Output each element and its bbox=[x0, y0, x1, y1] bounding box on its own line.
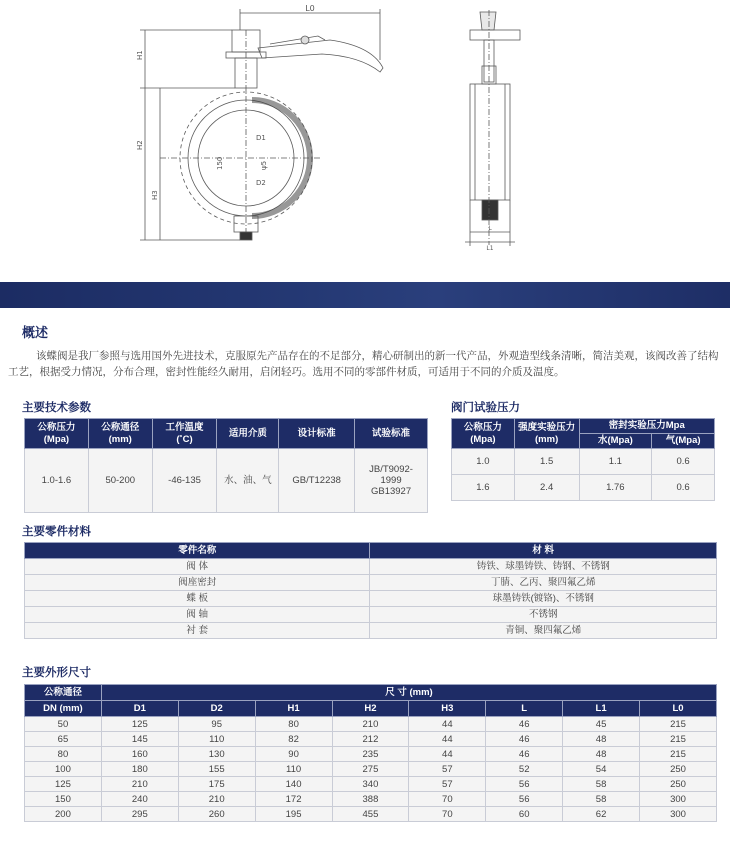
dims-cell-value: 54 bbox=[563, 762, 640, 777]
valve-cell-gas: 0.6 bbox=[652, 449, 715, 475]
parts-cell-name: 衬 套 bbox=[25, 623, 370, 639]
tech-header-test-std: 试验标准 bbox=[355, 419, 428, 449]
overview-paragraph: 该蝶阀是我厂参照与选用国外先进技术，克服原先产品存在的不足部分，精心研制出的新一代产品，外观造型线条清晰，简洁美观，该阀改善了结构工艺，根据受力情况，分布合理，密封性能经久耐用，启闭轻巧。选用不同的零部件材质，可适用于不同的介质及温度。 bbox=[8, 350, 719, 378]
dim-label-phi: ψ5 bbox=[260, 160, 268, 170]
overview-text bbox=[8, 348, 724, 380]
dims-cell-value: 260 bbox=[178, 807, 255, 822]
dims-cell-value: 44 bbox=[409, 732, 486, 747]
dims-cell-dn: 50 bbox=[25, 717, 102, 732]
dim-label-h2: H2 bbox=[136, 140, 144, 150]
dims-cell-value: 57 bbox=[409, 777, 486, 792]
tech-header-medium: 适用介质 bbox=[217, 419, 279, 449]
dims-cell-dn: 100 bbox=[25, 762, 102, 777]
tech-header-design-std: 设计标准 bbox=[279, 419, 355, 449]
table-row bbox=[452, 475, 715, 501]
dims-cell-value: 58 bbox=[563, 792, 640, 807]
dims-header-d1: D1 bbox=[101, 701, 178, 717]
dim-label-d2: D2 bbox=[256, 179, 266, 187]
dim-label-l0: L0 bbox=[305, 4, 315, 13]
tech-cell-diameter: 50-200 bbox=[88, 449, 152, 513]
parts-cell-name: 阀 轴 bbox=[25, 607, 370, 623]
dims-cell-value: 160 bbox=[101, 747, 178, 762]
valve-header-pressure: 公称压力 (Mpa) bbox=[452, 419, 515, 449]
dims-cell-dn: 65 bbox=[25, 732, 102, 747]
dims-cell-value: 210 bbox=[332, 717, 409, 732]
dims-header-h1: H1 bbox=[255, 701, 332, 717]
dims-cell-value: 46 bbox=[486, 732, 563, 747]
dims-cell-value: 62 bbox=[563, 807, 640, 822]
dims-cell-value: 145 bbox=[101, 732, 178, 747]
dims-cell-value: 215 bbox=[640, 732, 717, 747]
dims-cell-value: 46 bbox=[486, 717, 563, 732]
tech-cell-test-std: JB/T9092- 1999 GB13927 bbox=[355, 449, 428, 513]
dims-cell-value: 56 bbox=[486, 777, 563, 792]
dims-cell-value: 70 bbox=[409, 792, 486, 807]
dimensions-table bbox=[24, 684, 717, 822]
table-row bbox=[25, 607, 717, 623]
table-row bbox=[25, 792, 717, 807]
dims-cell-value: 215 bbox=[640, 747, 717, 762]
dims-cell-value: 340 bbox=[332, 777, 409, 792]
dims-cell-value: 95 bbox=[178, 717, 255, 732]
dim-label-150: 150 bbox=[216, 156, 224, 170]
dims-cell-value: 70 bbox=[409, 807, 486, 822]
dims-cell-value: 82 bbox=[255, 732, 332, 747]
overview-title: 概述 bbox=[22, 326, 49, 341]
dims-header-size: 尺 寸 (mm) bbox=[101, 685, 716, 701]
valve-cell-pressure: 1.6 bbox=[452, 475, 515, 501]
dims-cell-value: 60 bbox=[486, 807, 563, 822]
dims-cell-dn: 80 bbox=[25, 747, 102, 762]
dims-cell-value: 250 bbox=[640, 777, 717, 792]
dimensions-title: 主要外形尺寸 bbox=[22, 665, 91, 679]
dims-cell-value: 455 bbox=[332, 807, 409, 822]
dims-cell-value: 90 bbox=[255, 747, 332, 762]
parts-cell-material: 丁腈、乙丙、聚四氟乙烯 bbox=[370, 575, 717, 591]
valve-cell-strength: 1.5 bbox=[514, 449, 579, 475]
tech-header-temperature: 工作温度 (˚C) bbox=[152, 419, 217, 449]
valve-technical-drawing bbox=[0, 0, 730, 270]
valve-header-water: 水(Mpa) bbox=[579, 434, 652, 449]
valve-cell-strength: 2.4 bbox=[514, 475, 579, 501]
parts-cell-material: 球墨铸铁(镀铬)、不锈钢 bbox=[370, 591, 717, 607]
valve-cell-pressure: 1.0 bbox=[452, 449, 515, 475]
dims-cell-value: 52 bbox=[486, 762, 563, 777]
table-row bbox=[25, 762, 717, 777]
dims-cell-value: 300 bbox=[640, 807, 717, 822]
dim-label-h1: H1 bbox=[136, 50, 144, 60]
tech-cell-temperature: -46-135 bbox=[152, 449, 217, 513]
dims-cell-value: 48 bbox=[563, 732, 640, 747]
dims-cell-value: 80 bbox=[255, 717, 332, 732]
dims-cell-value: 235 bbox=[332, 747, 409, 762]
parts-title: 主要零件材料 bbox=[22, 524, 91, 538]
dims-body bbox=[25, 717, 717, 822]
dims-cell-value: 300 bbox=[640, 792, 717, 807]
parts-cell-material: 不锈钢 bbox=[370, 607, 717, 623]
dims-header-dn-label: 公称通径 bbox=[25, 685, 102, 701]
dims-cell-value: 44 bbox=[409, 717, 486, 732]
tech-params-title: 主要技术参数 bbox=[22, 400, 91, 414]
valve-cell-gas: 0.6 bbox=[652, 475, 715, 501]
table-row bbox=[25, 623, 717, 639]
valve-cell-water: 1.76 bbox=[579, 475, 652, 501]
valve-test-title: 阀门试验压力 bbox=[451, 400, 520, 414]
table-row bbox=[25, 777, 717, 792]
tech-header-row bbox=[25, 419, 428, 449]
dims-cell-value: 175 bbox=[178, 777, 255, 792]
front-view bbox=[136, 4, 383, 240]
dims-cell-value: 180 bbox=[101, 762, 178, 777]
dims-header-row-2 bbox=[25, 701, 717, 717]
parts-cell-material: 青铜、聚四氟乙烯 bbox=[370, 623, 717, 639]
dims-cell-value: 155 bbox=[178, 762, 255, 777]
tech-header-pressure: 公称压力 (Mpa) bbox=[25, 419, 89, 449]
dim-label-d1: D1 bbox=[256, 134, 266, 142]
dims-header-l0: L0 bbox=[640, 701, 717, 717]
valve-header-gas: 气(Mpa) bbox=[652, 434, 715, 449]
table-row bbox=[25, 732, 717, 747]
table-row bbox=[25, 807, 717, 822]
valve-header-row-1 bbox=[452, 419, 715, 434]
dims-cell-value: 240 bbox=[101, 792, 178, 807]
dims-cell-value: 275 bbox=[332, 762, 409, 777]
dim-label-l: L bbox=[488, 225, 492, 232]
dims-cell-dn: 150 bbox=[25, 792, 102, 807]
parts-cell-material: 铸铁、球墨铸铁、铸钢、不锈钢 bbox=[370, 559, 717, 575]
tech-params-table bbox=[24, 418, 428, 513]
dims-header-l: L bbox=[486, 701, 563, 717]
dims-header-l1: L1 bbox=[563, 701, 640, 717]
decorative-banner bbox=[0, 282, 730, 308]
dims-cell-value: 215 bbox=[640, 717, 717, 732]
dims-cell-dn: 200 bbox=[25, 807, 102, 822]
parts-cell-name: 阀 体 bbox=[25, 559, 370, 575]
dim-label-h3: H3 bbox=[151, 190, 159, 200]
dims-header-h2: H2 bbox=[332, 701, 409, 717]
dims-header-d2: D2 bbox=[178, 701, 255, 717]
parts-header-row bbox=[25, 543, 717, 559]
dims-cell-value: 250 bbox=[640, 762, 717, 777]
dims-cell-value: 130 bbox=[178, 747, 255, 762]
dims-cell-value: 56 bbox=[486, 792, 563, 807]
valve-header-seal: 密封实验压力Mpa bbox=[579, 419, 715, 434]
table-row bbox=[452, 449, 715, 475]
dims-cell-value: 210 bbox=[178, 792, 255, 807]
table-row bbox=[25, 747, 717, 762]
dims-header-row-1 bbox=[25, 685, 717, 701]
parts-header-name: 零件名称 bbox=[25, 543, 370, 559]
dims-cell-value: 46 bbox=[486, 747, 563, 762]
dims-cell-value: 48 bbox=[563, 747, 640, 762]
tech-header-diameter: 公称通径 (mm) bbox=[88, 419, 152, 449]
dim-label-l1: L1 bbox=[486, 245, 494, 252]
valve-header-strength: 强度实验压力 (mm) bbox=[514, 419, 579, 449]
tech-cell-design-std: GB/T12238 bbox=[279, 449, 355, 513]
dims-cell-value: 110 bbox=[255, 762, 332, 777]
dims-header-h3: H3 bbox=[409, 701, 486, 717]
dims-cell-value: 195 bbox=[255, 807, 332, 822]
dims-header-dn: DN (mm) bbox=[25, 701, 102, 717]
side-view bbox=[465, 10, 520, 252]
parts-header-material: 材 料 bbox=[370, 543, 717, 559]
tech-cell-medium: 水、油、气 bbox=[217, 449, 279, 513]
table-row bbox=[25, 559, 717, 575]
dims-cell-value: 210 bbox=[101, 777, 178, 792]
parts-cell-name: 蝶 板 bbox=[25, 591, 370, 607]
dims-cell-value: 140 bbox=[255, 777, 332, 792]
dims-cell-dn: 125 bbox=[25, 777, 102, 792]
tech-cell-pressure: 1.0-1.6 bbox=[25, 449, 89, 513]
dims-cell-value: 110 bbox=[178, 732, 255, 747]
dims-cell-value: 212 bbox=[332, 732, 409, 747]
dims-cell-value: 172 bbox=[255, 792, 332, 807]
parts-table bbox=[24, 542, 717, 639]
parts-cell-name: 阀座密封 bbox=[25, 575, 370, 591]
table-row bbox=[25, 717, 717, 732]
dims-cell-value: 45 bbox=[563, 717, 640, 732]
table-row bbox=[25, 575, 717, 591]
valve-test-table bbox=[451, 418, 715, 501]
dims-cell-value: 58 bbox=[563, 777, 640, 792]
dims-cell-value: 388 bbox=[332, 792, 409, 807]
dims-cell-value: 295 bbox=[101, 807, 178, 822]
table-row bbox=[25, 591, 717, 607]
dims-cell-value: 57 bbox=[409, 762, 486, 777]
dims-cell-value: 125 bbox=[101, 717, 178, 732]
table-row bbox=[25, 449, 428, 513]
valve-cell-water: 1.1 bbox=[579, 449, 652, 475]
dims-cell-value: 44 bbox=[409, 747, 486, 762]
